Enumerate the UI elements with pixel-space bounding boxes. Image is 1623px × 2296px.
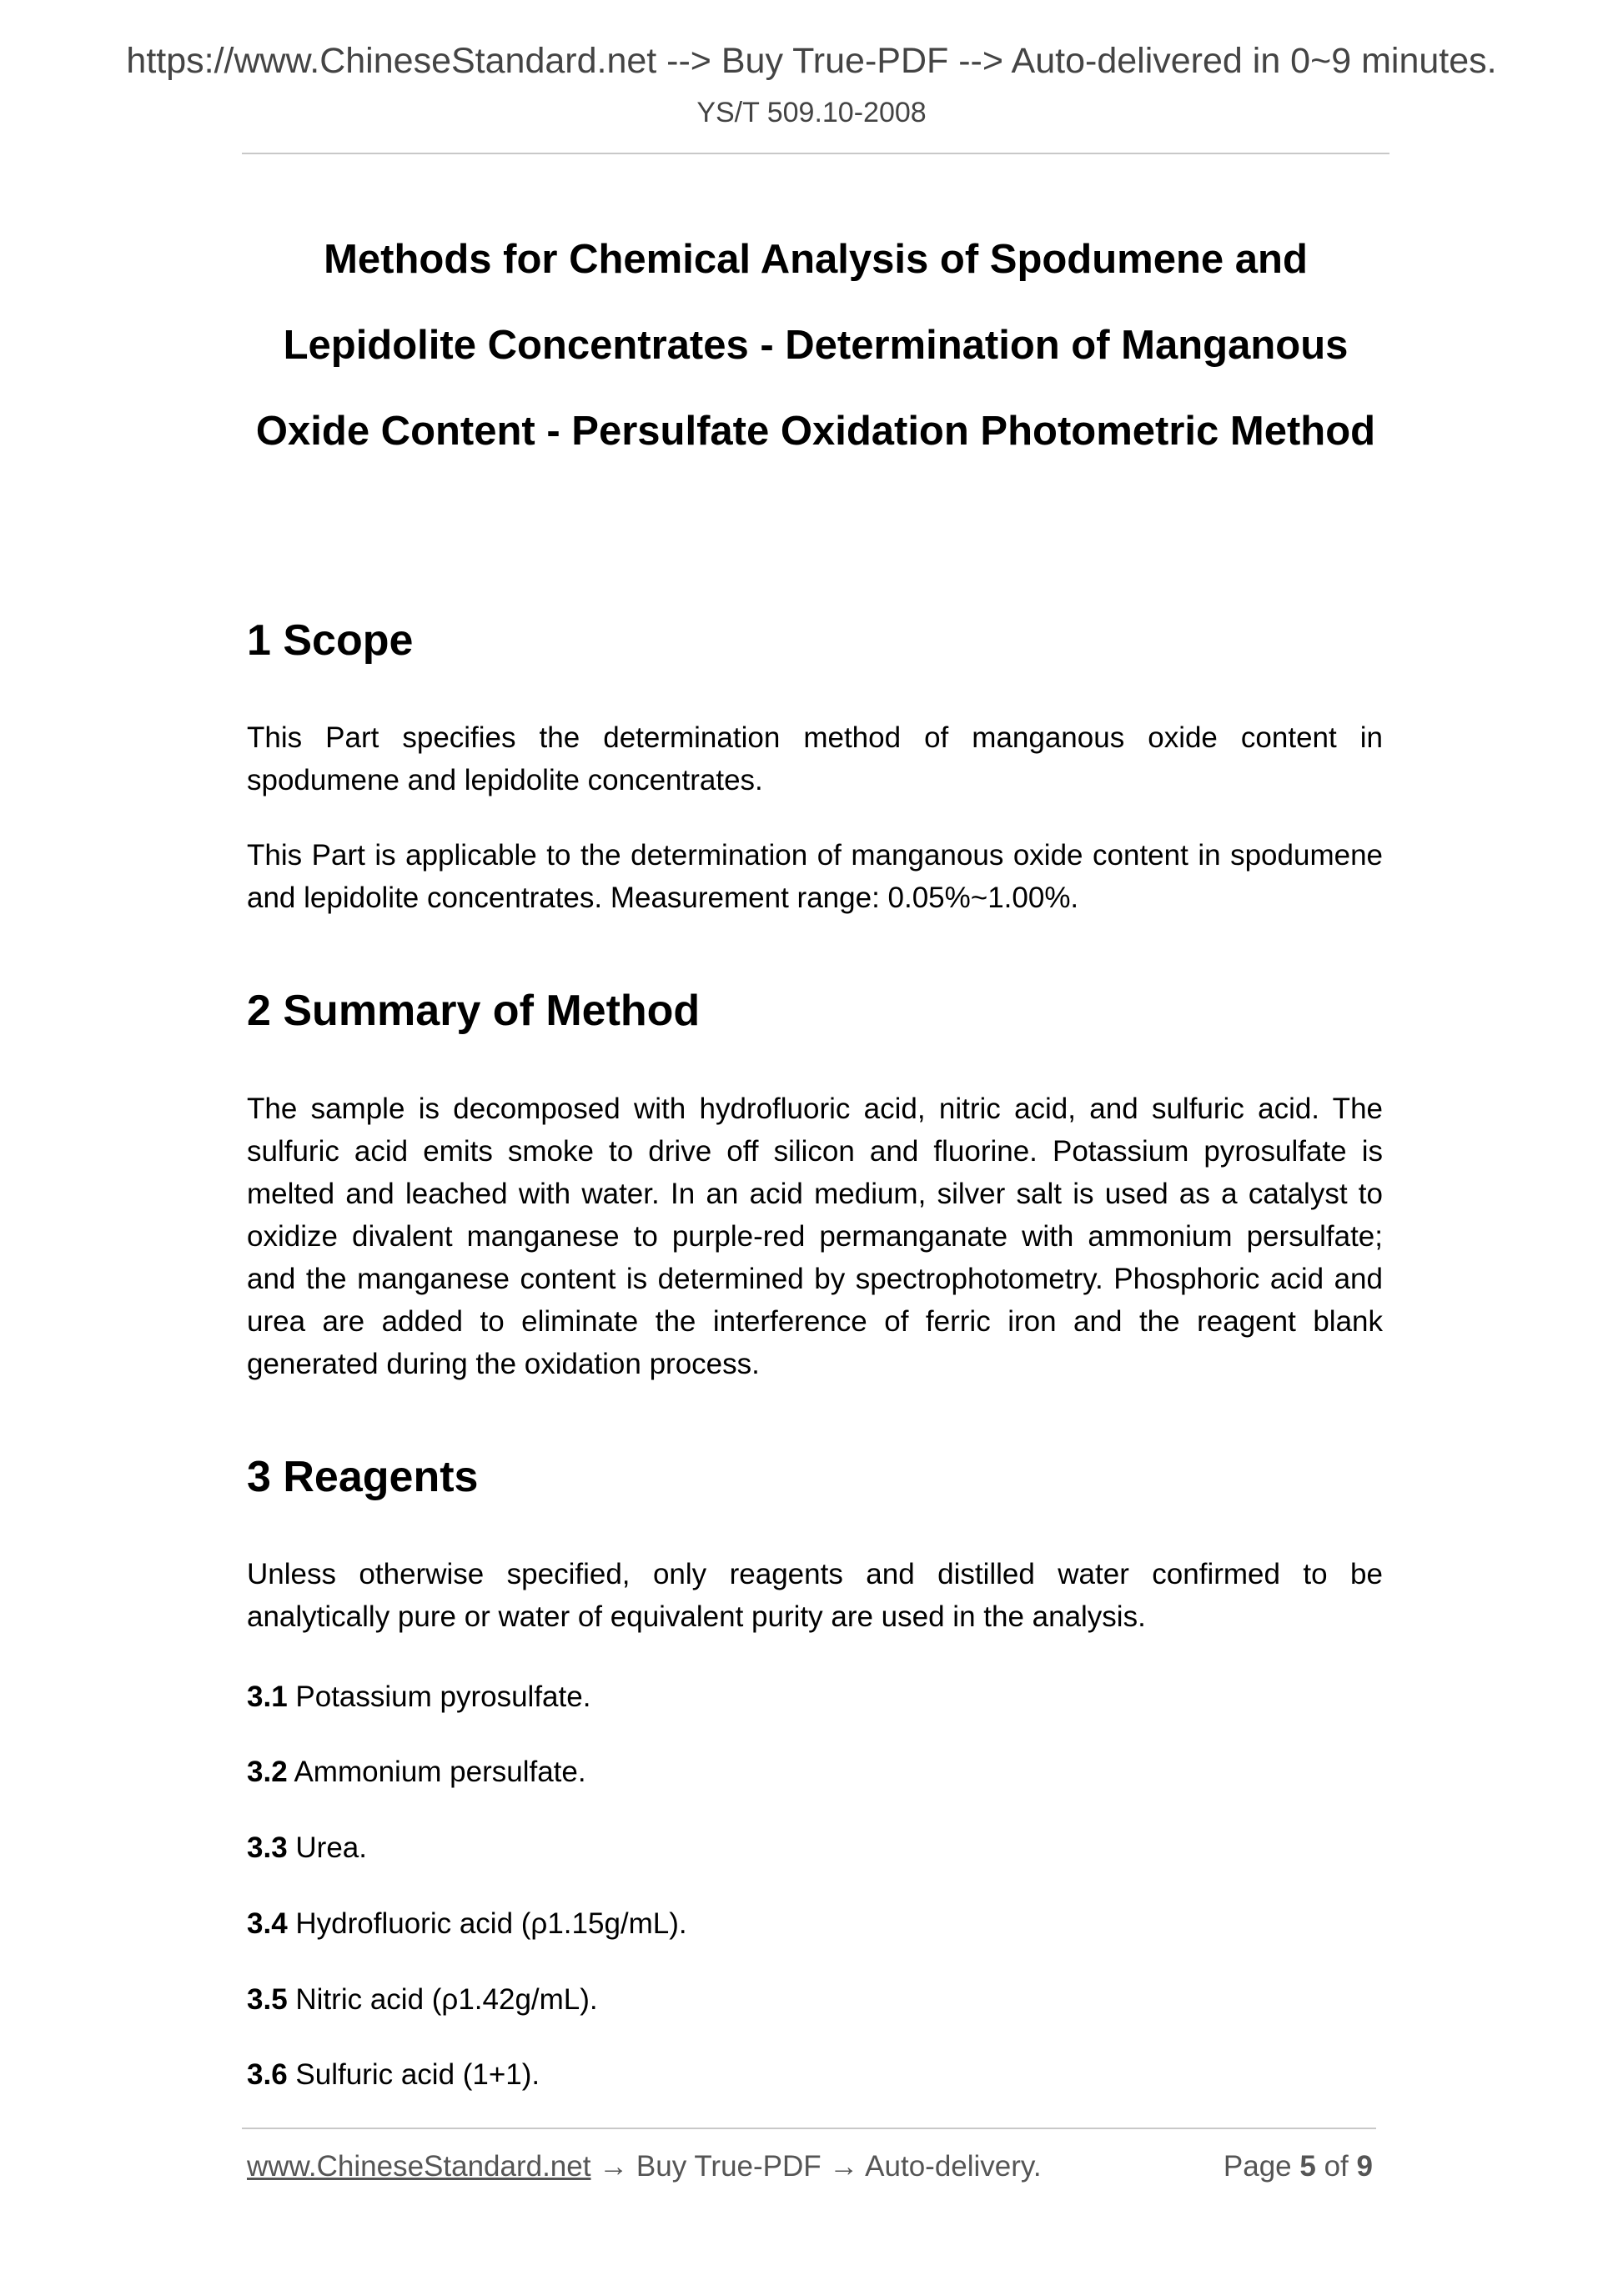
footer-divider <box>242 2128 1376 2129</box>
page-current: 5 <box>1299 2150 1316 2183</box>
reagent-text: Urea. <box>295 1831 367 1864</box>
page-footer <box>247 2152 1373 2181</box>
scope-heading: 1 Scope <box>247 616 414 665</box>
header-banner: https://www.ChineseStandard.net --> Buy True-PDF --> Auto-delivered in 0~9 minutes. <box>126 41 1497 81</box>
page-total: 9 <box>1356 2150 1373 2183</box>
reagent-number: 3.2 <box>247 1756 288 1788</box>
summary-paragraph: The sample is decomposed with hydrofluoric acid, nitric acid, and sulfuric acid. The sulfuric acid emits smoke to drive off silicon and fluorine. Potassium pyrosulfate is melted and leached with water. In an acid medium, silver salt is used as a catalyst to oxidize divalent manganese to purple-red permanganate with ammonium persulfate; and the manganese content is determined by spectrophotometry. Phosphoric acid and urea are added to eliminate the interference of ferric iron and the reagent blank generated during the oxidation process. <box>247 1093 1383 1380</box>
reagent-text: Nitric acid (ρ1.42g/mL). <box>295 1983 598 2016</box>
scope-paragraph-1: This Part specifies the determination method of manganous oxide content in spodumene and lepidolite concentrates. <box>247 721 1383 796</box>
reagent-text: Hydrofluoric acid (ρ1.15g/mL). <box>295 1907 687 1940</box>
footer-site-link[interactable]: www.ChineseStandard.net <box>247 2150 591 2183</box>
reagents-heading: 3 Reagents <box>247 1453 479 1501</box>
scope-paragraph-2: This Part is applicable to the determination of manganous oxide content in spodumene and lepidolite concentrates. Measurement range: 0.05%~1.00%. <box>247 839 1383 914</box>
reagent-item <box>247 1833 367 1862</box>
reagent-item <box>247 2060 540 2089</box>
page-label: Page <box>1223 2150 1292 2183</box>
reagent-number: 3.3 <box>247 1831 288 1864</box>
header-divider <box>242 153 1389 154</box>
reagent-text: Sulfuric acid (1+1). <box>295 2058 540 2091</box>
reagents-paragraph: Unless otherwise specified, only reagents and distilled water confirmed to be analytically pure or water of equivalent purity are used in the analysis. <box>247 1558 1383 1633</box>
reagent-number: 3.1 <box>247 1681 288 1713</box>
document-title <box>242 217 1389 475</box>
reagent-number: 3.6 <box>247 2058 288 2091</box>
title-line-3: Oxide Content - Persulfate Oxidation Photometric Method <box>255 409 1376 454</box>
reagent-text: Ammonium persulfate. <box>294 1756 586 1788</box>
reagent-item <box>247 1909 687 1938</box>
reagent-text: Potassium pyrosulfate. <box>295 1681 591 1713</box>
reagent-item <box>247 1757 586 1786</box>
page-of: of <box>1324 2150 1349 2183</box>
title-line-2: Lepidolite Concentrates - Determination of Manganous <box>283 323 1349 368</box>
footer-tagline: → Buy True-PDF → Auto-delivery. <box>599 2150 1042 2183</box>
reagent-item <box>247 1985 598 2014</box>
summary-heading: 2 Summary of Method <box>247 987 701 1035</box>
page-indicator <box>1224 2152 1373 2181</box>
reagent-number: 3.4 <box>247 1907 288 1940</box>
reagent-item <box>247 1682 590 1711</box>
title-line-1: Methods for Chemical Analysis of Spodumene and <box>324 237 1308 282</box>
reagent-number: 3.5 <box>247 1983 288 2016</box>
standard-code: YS/T 509.10-2008 <box>696 97 927 128</box>
